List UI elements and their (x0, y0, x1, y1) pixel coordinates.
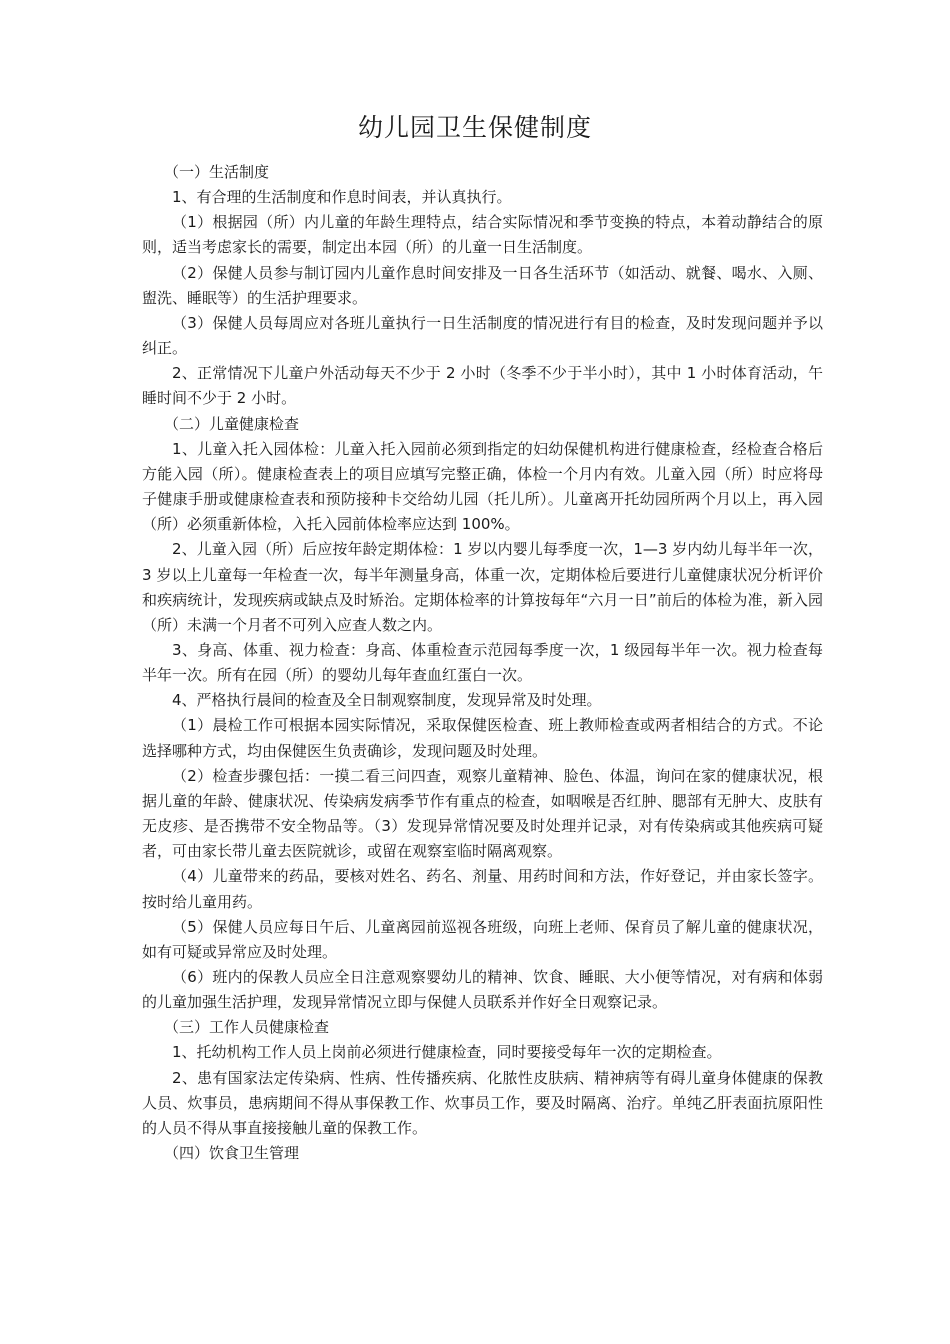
section-heading-2: （二）儿童健康检查 (164, 414, 300, 433)
paragraph: 4、严格执行晨间的检查及全日制观察制度，发现异常及时处理。 (172, 691, 602, 710)
paragraph: （5）保健人员应每日午后、儿童离园前巡视各班级，向班上老师、保育员了解儿童的健康状况，如有可疑或异常应及时处理。 (142, 917, 823, 961)
paragraph: 2、正常情况下儿童户外活动每天不少于 2 小时（冬季不少于半小时），其中 1 小时体育活动，午睡时间不少于 2 小时。 (142, 364, 823, 408)
paragraph: 2、患有国家法定传染病、性病、性传播疾病、化脓性皮肤病、精神病等有碍儿童身体健康的保教人员、炊事员，患病期间不得从事保教工作、炊事员工作，要及时隔离、治疗。单纯乙肝表面抗原阳性的人员不得从事直接接触儿童的保教工作。 (142, 1068, 823, 1137)
section-heading-4: （四）饮食卫生管理 (164, 1144, 300, 1163)
paragraph: 1、儿童入托入园体检：儿童入托入园前必须到指定的妇幼保健机构进行健康检查，经检查合格后方能入园（所）。健康检查表上的项目应填写完整正确，体检一个月内有效。儿童入园（所）时应将母子健康手册或健康检查表和预防接种卡交给幼儿园（托儿所）。儿童离开托幼园所两个月以上，再入园（所）必须重新体检，入托入园前体检率应达到 100%。 (142, 439, 823, 534)
paragraph: （4）儿童带来的药品，要核对姓名、药名、剂量、用药时间和方法，作好登记，并由家长签字。按时给儿童用药。 (142, 867, 823, 911)
document-title: 幼儿园卫生保健制度 (357, 113, 592, 142)
paragraph: （3）保健人员每周应对各班儿童执行一日生活制度的情况进行有目的检查，及时发现问题并予以纠正。 (142, 313, 823, 358)
paragraph: 3、身高、体重、视力检查：身高、体重检查示范园每季度一次，1 级园每半年一次。视力检查每半年一次。所有在园（所）的婴幼儿每年查血红蛋白一次。 (142, 640, 823, 685)
paragraph: 1、有合理的生活制度和作息时间表，并认真执行。 (172, 188, 512, 207)
section-heading-3: （三）工作人员健康检查 (164, 1018, 330, 1037)
paragraph: （2）检查步骤包括：一摸二看三问四查，观察儿童精神、脸色、体温，询问在家的健康状况，根据儿童的年龄、健康状况、传染病发病季节作有重点的检查，如咽喉是否红肿、腮部有无肿大、皮肤有无皮疹、是否携带不安全物品等。（3）发现异常情况要及时处理并记录，对有传染病或其他疾病可疑者，可由家长带儿童去医院就诊，或留在观察室临时隔离观察。 (142, 766, 823, 861)
paragraph: （1）晨检工作可根据本园实际情况，采取保健医检查、班上教师检查或两者相结合的方式。不论选择哪种方式，均由保健医生负责确诊，发现问题及时处理。 (142, 716, 823, 760)
paragraph: 1、托幼机构工作人员上岗前必须进行健康检查，同时要接受每年一次的定期检查。 (172, 1043, 722, 1062)
paragraph: （6）班内的保教人员应全日注意观察婴幼儿的精神、饮食、睡眠、大小便等情况，对有病和体弱的儿童加强生活护理，发现异常情况立即与保健人员联系并作好全日观察记录。 (142, 968, 823, 1012)
section-heading-1: （一）生活制度 (164, 163, 270, 181)
paragraph: （1）根据园（所）内儿童的年龄生理特点，结合实际情况和季节变换的特点，本着动静结合的原则，适当考虑家长的需要，制定出本园（所）的儿童一日生活制度。 (142, 213, 823, 257)
paragraph: 2、儿童入园（所）后应按年龄定期体检：1 岁以内婴儿每季度一次，1—3 岁内幼儿每半年一次，3 岁以上儿童每一年检查一次，每半年测量身高，体重一次，定期体检后要进行儿童健康状况分析评价和疾病统计，发现疾病或缺点及时矫治。定期体检率的计算按每年“六月一日”前后的体检为准，新入园（所）未满一个月者不可列入应查人数之内。 (142, 540, 823, 634)
paragraph: （2）保健人员参与制订园内儿童作息时间安排及一日各生活环节（如活动、就餐、喝水、入厕、盥洗、睡眠等）的生活护理要求。 (142, 263, 823, 307)
document-body (142, 160, 823, 1166)
